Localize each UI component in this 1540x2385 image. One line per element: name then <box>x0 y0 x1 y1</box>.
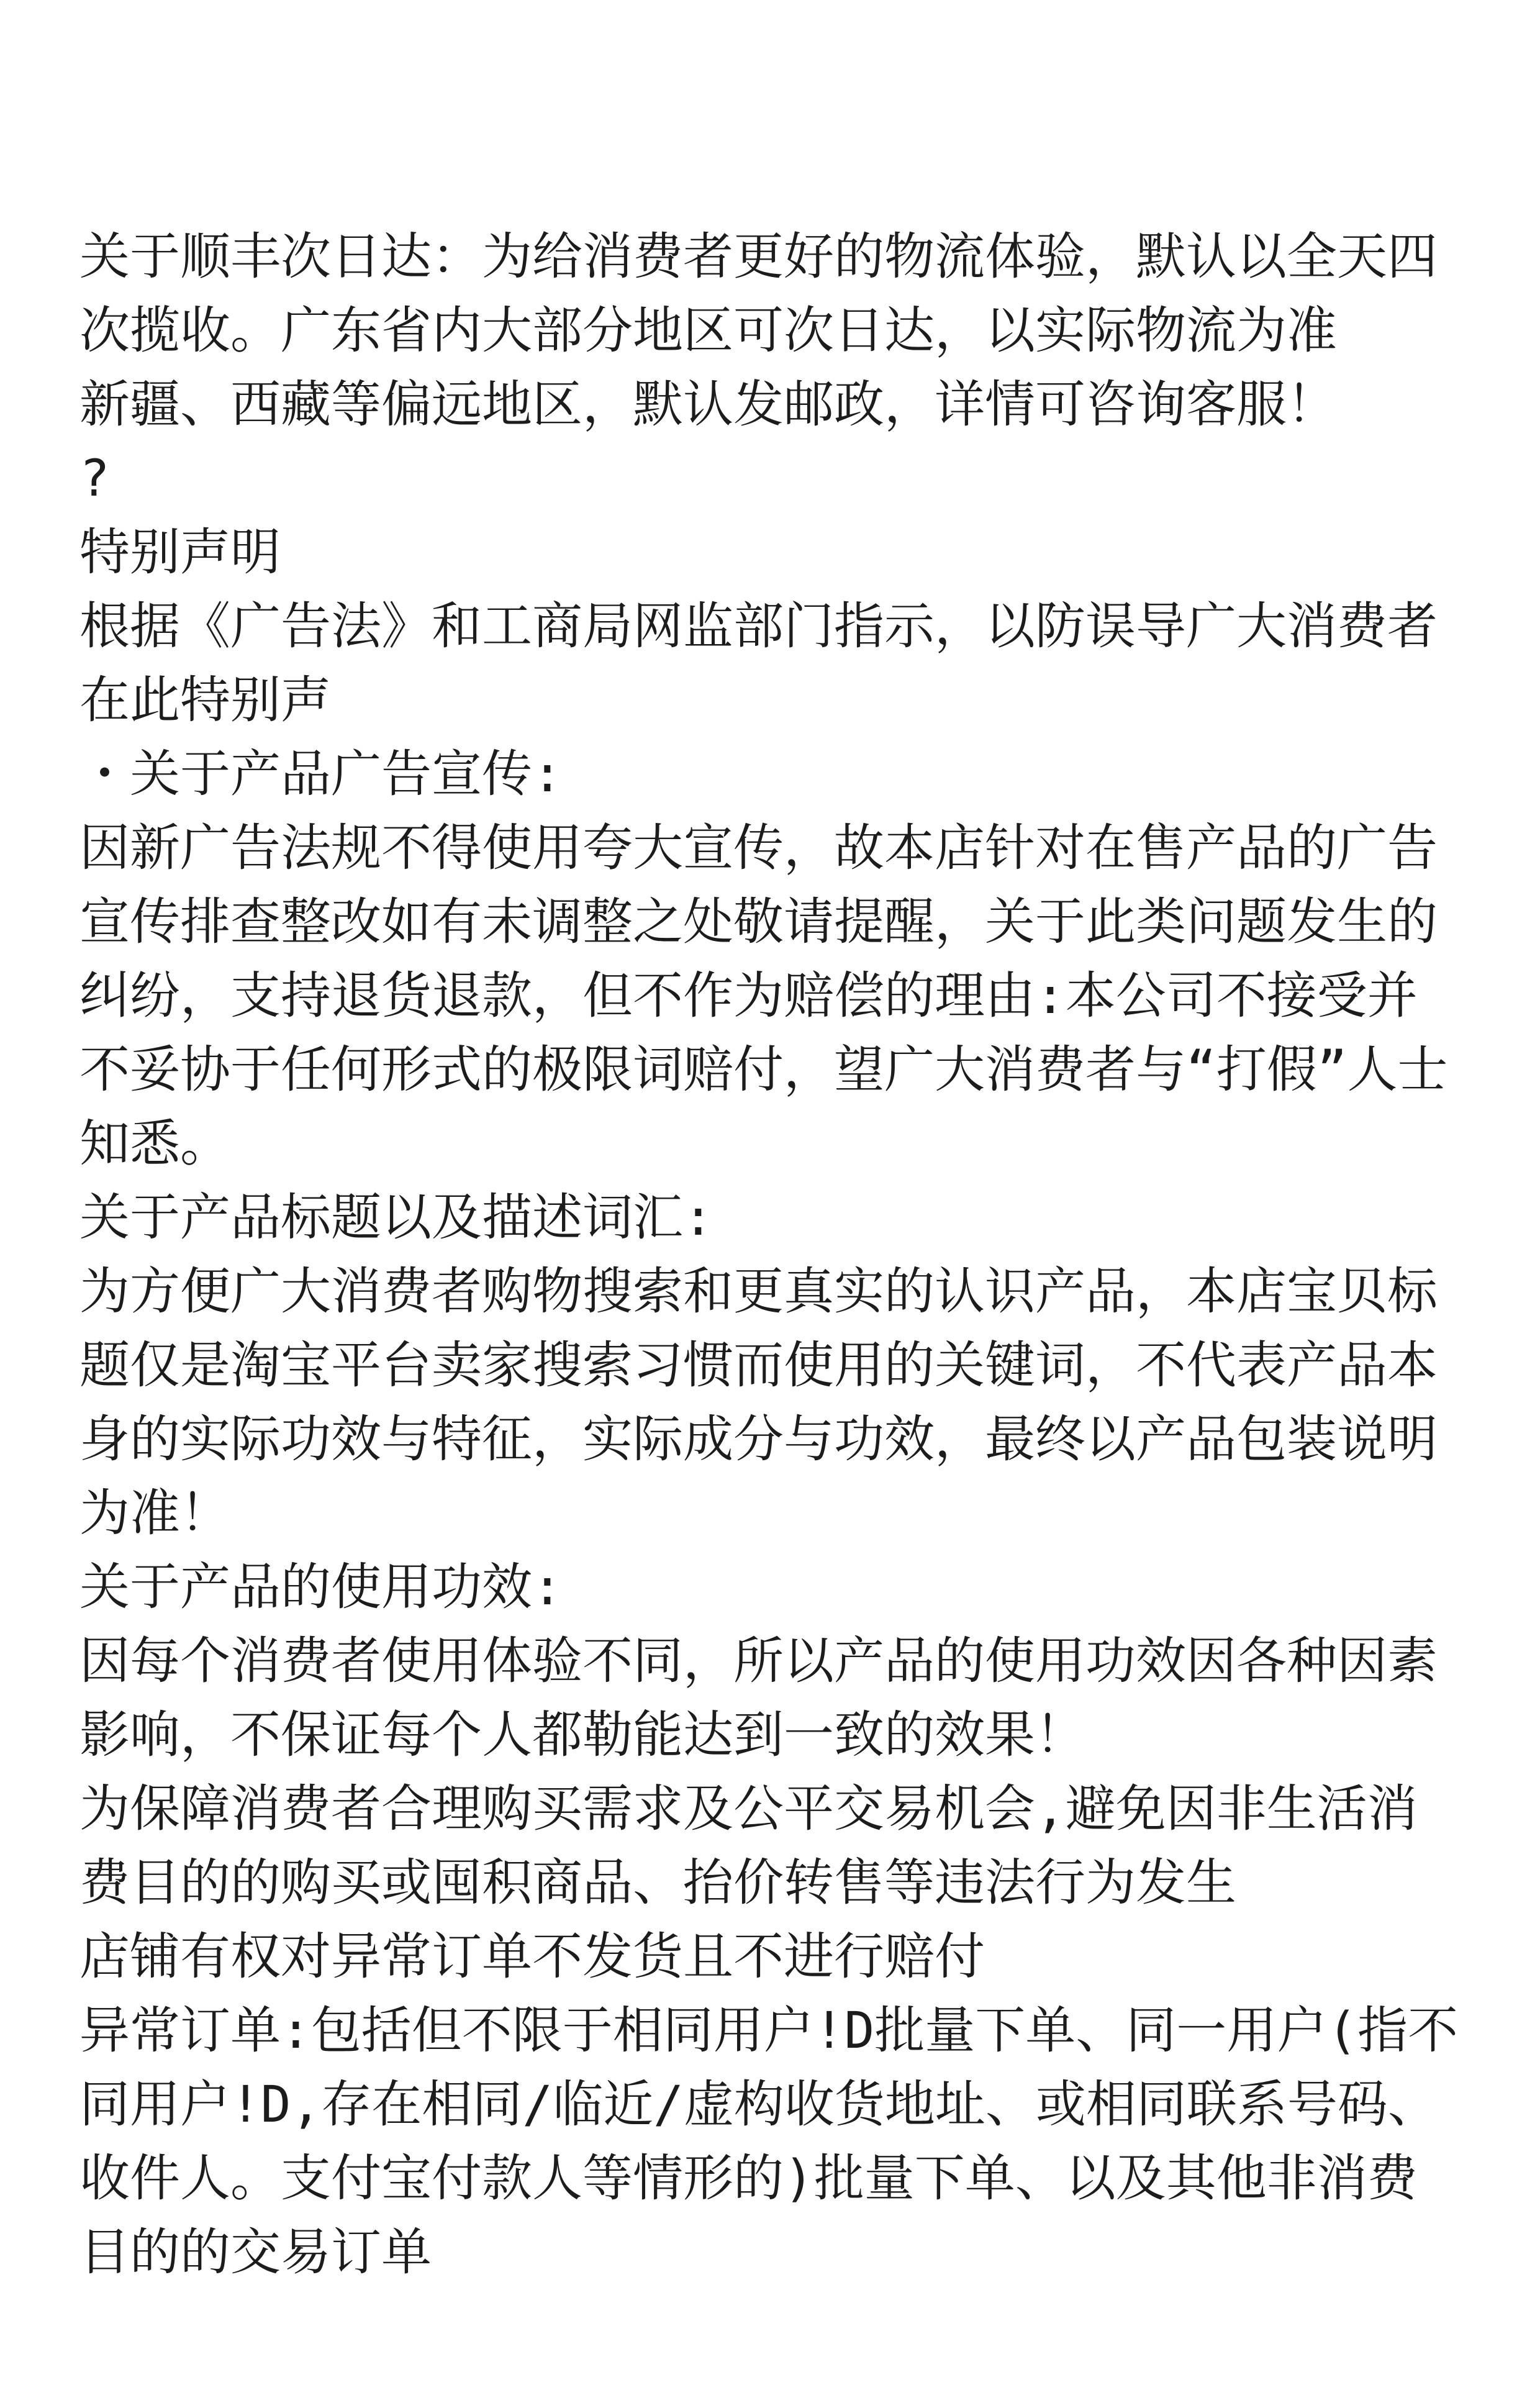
product-advertising-paragraph: 因新广告法规不得使用夸大宣传，故本店针对在售产品的广告宣传排查整改如有未调整之处敬请提醒，关于此类问题发生的纠纷，支持退货退款，但不作为赔偿的理由:本公司不接受并不妥协于任何形式的极限词赔付，望广大消费者与“打假”人士知悉。 <box>79 819 1448 1173</box>
section-heading-special-statement: 特别声明 <box>79 524 281 582</box>
abnormal-order-definition-paragraph: 异常订单:包括但不限于相同用户!D批量下单、同一用户(指不同用户!D,存在相同/临近/虚构收货地址、或相同联系号码、收件人。支付宝付款人等情形的)批量下单、以及其他非消费目的的交易订单 <box>79 2002 1459 2282</box>
fair-purchase-paragraph: 为保障消费者合理购买需求及公平交易机会,避免因非生活消费目的的购买或囤积商品、抬价转售等违法行为发生 <box>79 1780 1418 1912</box>
advertising-law-paragraph: 根据《广告法》和工商局网监部门指示，以防误导广大消费者在此特别声 <box>79 597 1438 730</box>
stray-glyph-line: ? <box>79 450 110 508</box>
shipping-notice-paragraph: 关于顺丰次日达：为给消费者更好的物流体验，默认以全天四次揽收。广东省内大部分地区可次日达，以实际物流为准 <box>79 228 1438 360</box>
subheading-product-advertising: ・关于产品广告宣传: <box>79 745 563 804</box>
product-title-terms-paragraph: 为方便广大消费者购物搜索和更真实的认识产品，本店宝贝标题仅是淘宝平台卖家搜索习惯而使用的关键词，不代表产品本身的实际功效与特征，实际成分与功效，最终以产品包装说明为准！ <box>79 1263 1438 1543</box>
product-effects-paragraph: 因每个消费者使用体验不同，所以产品的使用功效因各种因素影响，不保证每个人都勒能达到一致的效果！ <box>79 1632 1438 1765</box>
remote-area-notice-paragraph: 新疆、西藏等偏远地区，默认发邮政，详情可咨询客服！ <box>79 376 1338 434</box>
subheading-product-title-terms: 关于产品标题以及描述词汇: <box>79 1189 713 1247</box>
document-body <box>79 220 1464 2290</box>
abnormal-order-policy-paragraph: 店铺有权对异常订单不发货且不进行赔付 <box>79 1928 985 1986</box>
subheading-product-effects: 关于产品的使用功效: <box>79 1558 563 1617</box>
